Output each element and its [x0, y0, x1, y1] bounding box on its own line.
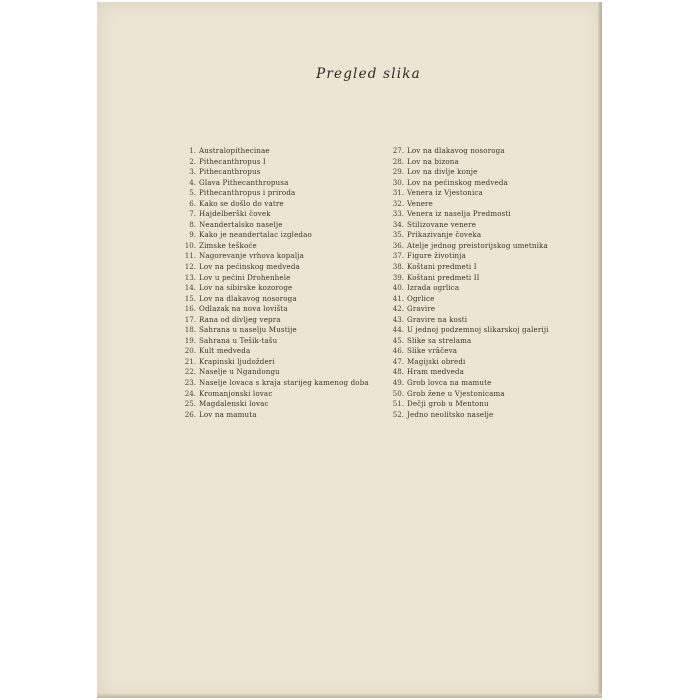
list-item: [170, 410, 369, 421]
list-item: [170, 241, 369, 252]
item-label: Sahrana u naselju Mustije: [199, 325, 297, 335]
item-number: 1.: [189, 146, 196, 155]
list-item: [378, 251, 549, 262]
item-number: 41.: [392, 293, 404, 303]
list-item: [170, 283, 369, 294]
list-item: [170, 399, 369, 410]
item-label: Pithecanthropus I: [199, 156, 266, 166]
item-number: 39.: [392, 272, 404, 282]
list-item: [378, 273, 549, 284]
item-number: 51.: [392, 399, 404, 409]
item-label: Hajdelberški čovek: [199, 209, 271, 219]
list-item: [378, 199, 549, 210]
figure-list-right: [378, 146, 549, 420]
item-label: Venera iz naselja Predmosti: [407, 209, 511, 219]
figure-list-left: [170, 146, 369, 420]
list-item: [170, 146, 369, 157]
item-number: 42.: [392, 304, 404, 314]
item-number: 26.: [184, 409, 196, 419]
list-item: [378, 167, 549, 178]
item-label: Lov na pećinskog medveda: [199, 262, 300, 272]
item-number: 20.: [184, 346, 196, 356]
item-label: Lov na dlakavog nosoroga: [199, 293, 297, 303]
item-number: 13.: [184, 272, 196, 282]
item-number: 45.: [392, 335, 404, 345]
item-number: 31.: [392, 188, 404, 198]
item-number: 15.: [184, 293, 196, 303]
item-number: 11.: [184, 251, 196, 261]
list-item: [170, 346, 369, 357]
item-label: Koštani predmeti II: [407, 272, 480, 282]
item-label: Australopithecinae: [199, 146, 270, 155]
item-label: Lov na dlakavog nosoroga: [407, 146, 505, 155]
list-item: [378, 378, 549, 389]
item-number: 28.: [392, 156, 404, 166]
item-label: Zimske teškoće: [199, 240, 257, 250]
item-number: 25.: [184, 399, 196, 409]
list-item: [378, 178, 549, 189]
list-item: [170, 378, 369, 389]
list-item: [170, 167, 369, 178]
item-number: 3.: [189, 167, 196, 177]
item-number: 4.: [189, 177, 196, 187]
item-label: Hram medveda: [407, 367, 465, 377]
item-number: 24.: [184, 388, 196, 398]
item-number: 8.: [189, 219, 196, 229]
item-label: Dečji grob u Mentonu: [407, 399, 489, 409]
item-label: Lov u pećini Drohenhele: [199, 272, 291, 282]
item-label: Pithecanthropus i priroda: [199, 188, 296, 198]
page-title: Pregled slika: [316, 66, 421, 82]
item-label: Prikazivanje čoveka: [407, 230, 482, 240]
list-item: [378, 346, 549, 357]
item-label: Slike sa strelama: [407, 335, 472, 345]
item-label: Rana od divljeg vepra: [199, 314, 281, 324]
list-item: [170, 357, 369, 368]
item-number: 16.: [184, 304, 196, 314]
list-item: [170, 178, 369, 189]
page-edge-right: [598, 2, 602, 698]
page-edge-bottom: [97, 694, 602, 698]
list-item: [170, 325, 369, 336]
item-label: Kako se došlo do vatre: [199, 198, 284, 208]
item-number: 27.: [392, 146, 404, 155]
list-item: [170, 251, 369, 262]
item-number: 47.: [392, 356, 404, 366]
list-item: [170, 273, 369, 284]
item-label: Grob lovca na mamute: [407, 378, 492, 388]
item-number: 18.: [184, 325, 196, 335]
item-label: Grob žene u Vjestonicama: [407, 388, 505, 398]
item-label: Lov na sibirske kozoroge: [199, 283, 293, 293]
item-label: Lov na mamuta: [199, 409, 257, 419]
item-label: Jedno neolitsko naselje: [407, 409, 494, 419]
item-label: Kako je neandertalac izgledao: [199, 230, 312, 240]
item-label: Pithecanthropus: [199, 167, 261, 177]
item-label: Figure životinja: [407, 251, 466, 261]
list-item: [170, 262, 369, 273]
item-number: 43.: [392, 314, 404, 324]
list-item: [378, 241, 549, 252]
item-label: Izrada ogrlica: [407, 283, 460, 293]
item-number: 9.: [189, 230, 196, 240]
list-item: [170, 389, 369, 400]
list-item: [378, 283, 549, 294]
list-item: [378, 357, 549, 368]
item-number: 5.: [189, 188, 196, 198]
list-item: [378, 230, 549, 241]
item-number: 2.: [189, 156, 196, 166]
item-number: 38.: [392, 262, 404, 272]
item-label: Naselje u Ngandongu: [199, 367, 280, 377]
list-item: [378, 209, 549, 220]
item-label: Lov na divlje konje: [407, 167, 478, 177]
item-number: 22.: [184, 367, 196, 377]
item-label: Krapinski ljudožderi: [199, 356, 275, 366]
item-label: Gravire: [407, 304, 436, 314]
list-item: [378, 188, 549, 199]
item-number: 12.: [184, 262, 196, 272]
item-number: 6.: [189, 198, 196, 208]
item-label: Kult medveda: [199, 346, 251, 356]
list-item: [170, 199, 369, 210]
list-item: [378, 294, 549, 305]
item-number: 36.: [392, 240, 404, 250]
item-label: Odlazak na nova lovišta: [199, 304, 288, 314]
item-number: 34.: [392, 219, 404, 229]
list-item: [378, 220, 549, 231]
list-item: [378, 262, 549, 273]
list-item: [378, 304, 549, 315]
item-number: 32.: [392, 198, 404, 208]
item-number: 10.: [184, 240, 196, 250]
item-label: Slike vrāčeva: [407, 346, 458, 356]
item-label: Glava Pithecanthropusa: [199, 177, 289, 187]
item-label: Magdalenski lovac: [199, 399, 269, 409]
item-number: 7.: [189, 209, 196, 219]
list-item: [378, 399, 549, 410]
item-label: Koštani predmeti I: [407, 262, 477, 272]
item-number: 50.: [392, 388, 404, 398]
list-item: [378, 146, 549, 157]
item-number: 14.: [184, 283, 196, 293]
list-item: [378, 325, 549, 336]
item-label: Kromanjonski lovac: [199, 388, 273, 398]
list-item: [378, 367, 549, 378]
list-item: [378, 315, 549, 326]
list-item: [170, 315, 369, 326]
item-label: Neandertalsko naselje: [199, 219, 283, 229]
item-number: 40.: [392, 283, 404, 293]
item-label: Atelje jednog preistorijskog umetnika: [407, 240, 548, 250]
book-page: [97, 2, 602, 698]
item-number: 30.: [392, 177, 404, 187]
item-label: Venere: [407, 198, 433, 208]
item-label: Ogrlice: [407, 293, 435, 303]
item-label: Sahrana u Tešik-tašu: [199, 335, 278, 345]
item-number: 37.: [392, 251, 404, 261]
item-number: 17.: [184, 314, 196, 324]
item-number: 48.: [392, 367, 404, 377]
item-number: 23.: [184, 378, 196, 388]
list-item: [378, 410, 549, 421]
list-item: [170, 188, 369, 199]
list-item: [170, 304, 369, 315]
list-item: [170, 157, 369, 168]
item-number: 49.: [392, 378, 404, 388]
list-item: [170, 209, 369, 220]
item-number: 19.: [184, 335, 196, 345]
item-label: Stilizovane venere: [407, 219, 477, 229]
item-label: Nagorevanje vrhova kopalja: [199, 251, 304, 261]
item-label: Naselje lovaca s kraja starijeg kamenog doba: [199, 378, 369, 388]
item-number: 46.: [392, 346, 404, 356]
list-item: [170, 336, 369, 347]
item-number: 35.: [392, 230, 404, 240]
item-label: Lov na bizona: [407, 156, 459, 166]
list-item: [170, 294, 369, 305]
list-item: [170, 230, 369, 241]
item-number: 44.: [392, 325, 404, 335]
list-item: [378, 336, 549, 347]
item-number: 33.: [392, 209, 404, 219]
item-number: 29.: [392, 167, 404, 177]
list-item: [170, 367, 369, 378]
list-item: [378, 157, 549, 168]
item-label: Magijski obredi: [407, 356, 466, 366]
item-label: Gravire na kosti: [407, 314, 468, 324]
item-number: 21.: [184, 356, 196, 366]
list-item: [170, 220, 369, 231]
list-item: [378, 389, 549, 400]
item-label: U jednoj podzemnoj slikarskoj galeriji: [407, 325, 549, 335]
item-label: Lov na pećinskog medveda: [407, 177, 508, 187]
item-number: 52.: [392, 409, 404, 419]
item-label: Venera iz Vjestonica: [407, 188, 483, 198]
